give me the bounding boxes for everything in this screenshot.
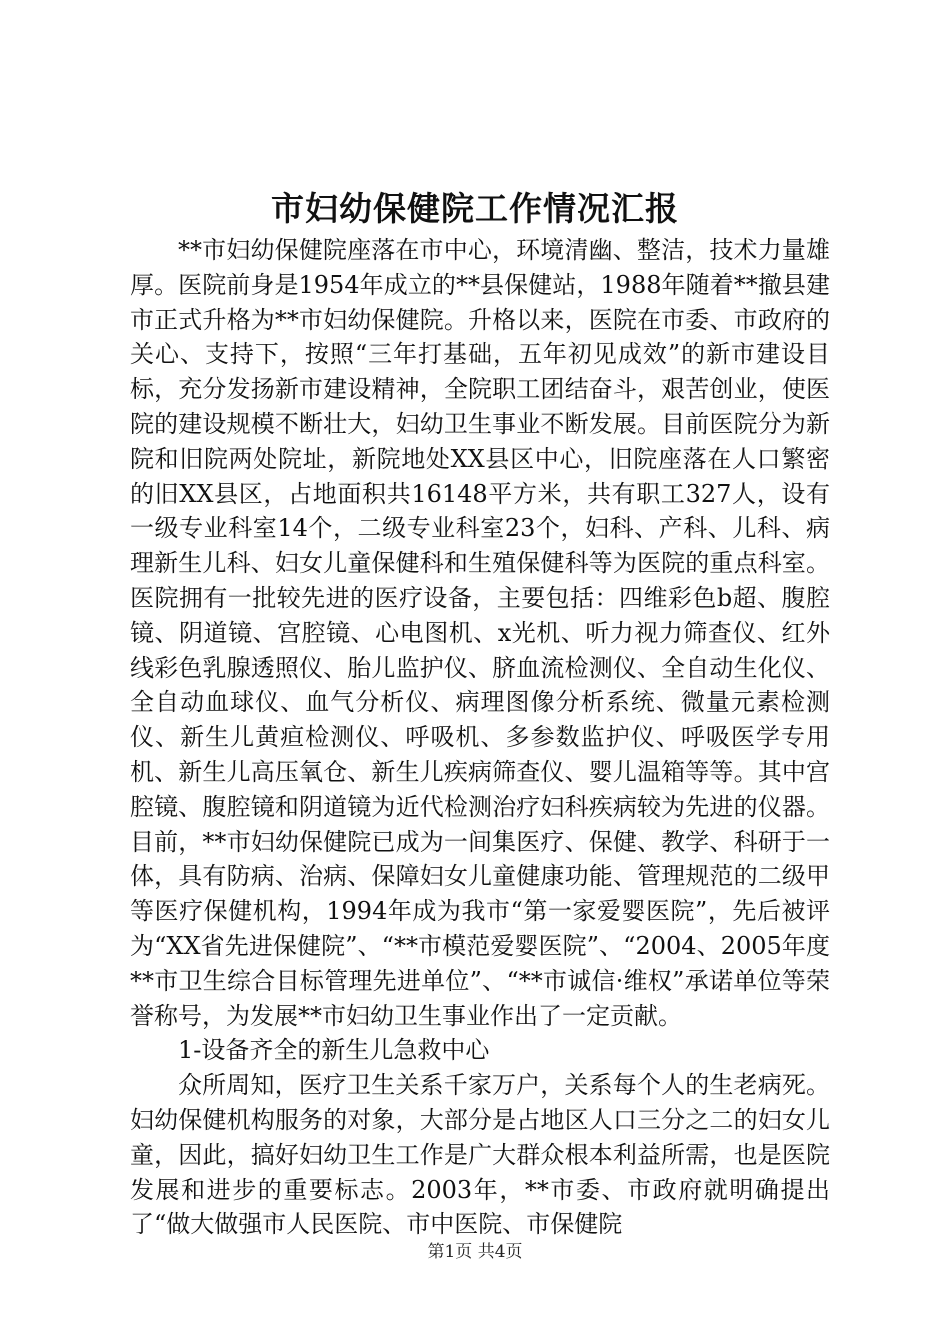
section-heading: 1-设备齐全的新生儿急救中心: [178, 1036, 490, 1065]
page-number-footer: 第1页 共4页: [427, 1242, 523, 1262]
section-paragraph: 众所周知，医疗卫生关系千家万户，关系每个人的生老病死。妇幼保健机构服务的对象，大部分是占地区人口三分之二的妇女儿童，因此，搞好妇幼卫生工作是广大群众根本利益所需，也是医院发展和进步的重要标志。2003年，**市委、市政府就明确提出了“做大做强市人民医院、市中医院、市保健院: [130, 1071, 830, 1239]
document-body: [130, 233, 830, 1242]
document-title: 市妇幼保健院工作情况汇报: [271, 189, 679, 228]
intro-paragraph: **市妇幼保健院座落在市中心，环境清幽、整洁，技术力量雄厚。医院前身是1954年成立的**县保健站，1988年随着**撤县建市正式升格为**市妇幼保健院。升格以来，医院在市委、市政府的关心、支持下，按照“三年打基础，五年初见成效”的新市建设目标，充分发扬新市建设精神，全院职工团结奋斗，艰苦创业，使医院的建设规模不断壮大，妇幼卫生事业不断发展。目前医院分为新院和旧院两处院址，新院地处XX县区中心，旧院座落在人口繁密的旧XX县区，占地面积共16148平方米，共有职工327人，设有一级专业科室14个，二级专业科室23个，妇科、产科、儿科、病理新生儿科、妇女儿童保健科和生殖保健科等为医院的重点科室。医院拥有一批较先进的医疗设备，主要包括：四维彩色b超、腹腔镜、阴道镜、宫腔镜、心电图机、x光机、听力视力筛查仪、红外线彩色乳腺透照仪、胎儿监护仪、脐血流检测仪、全自动生化仪、全自动血球仪、血气分析仪、病理图像分析系统、微量元素检测仪、新生儿黄疸检测仪、呼吸机、多参数监护仪、呼吸医学专用机、新生儿高压氧仓、新生儿疾病筛查仪、婴儿温箱等等。其中宫腔镜、腹腔镜和阴道镜为近代检测治疗妇科疾病较为先进的仪器。目前，**市妇幼保健院已成为一间集医疗、保健、教学、科研于一体，具有防病、治病、保障妇女儿童健康功能、管理规范的二级甲等医疗保健机构，1994年成为我市“第一家爱婴医院”，先后被评为“XX省先进保健院”、“**市模范爱婴医院”、“2004、2005年度**市卫生综合目标管理先进单位”、“**市诚信·维权”承诺单位等荣誉称号，为发展**市妇幼卫生事业作出了一定贡献。: [130, 236, 830, 1030]
